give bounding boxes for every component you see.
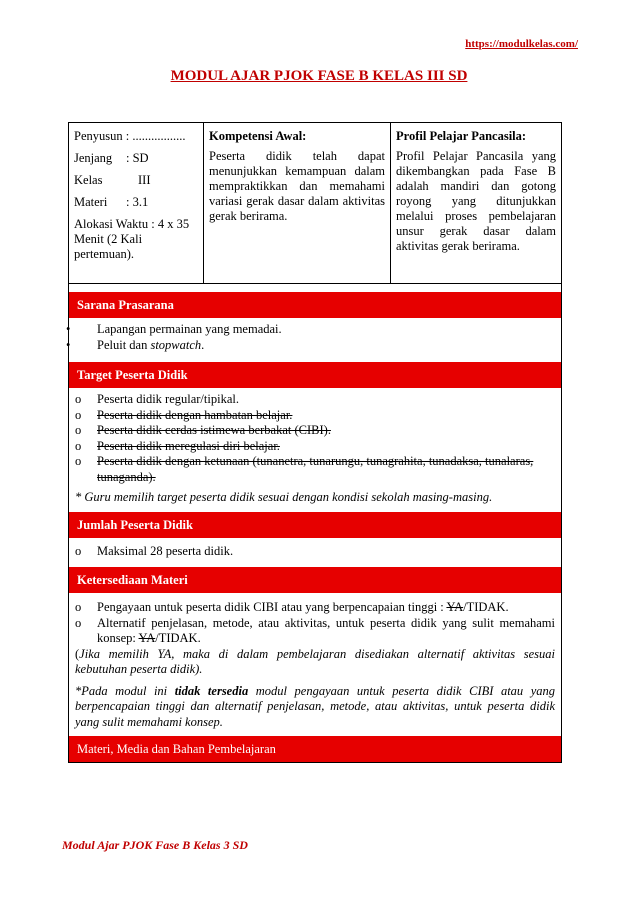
circle-bullet-icon: o — [75, 454, 82, 468]
circle-bullet-icon: o — [75, 438, 82, 453]
list-item: o Alternatif penjelasan, metode, atau aktivitas, untuk peserta didik yang sulit memahami konsep: YA/TIDAK. — [75, 615, 555, 645]
list-item: o Peserta didik meregulasi diri belajar. — [75, 438, 280, 453]
jumlah-list — [69, 538, 561, 568]
list-item: o Maksimal 28 peserta didik. — [75, 543, 234, 558]
penyusun: Penyusun : ................. — [74, 129, 186, 143]
identity-row — [69, 123, 561, 284]
kompetensi-title: Kompetensi Awal: — [209, 129, 307, 143]
circle-bullet-icon: o — [75, 615, 82, 630]
circle-bullet-icon: o — [75, 423, 82, 437]
target-header: Target Peserta Didik — [69, 362, 561, 388]
list-item: o Peserta didik dengan hambatan belajar. — [75, 407, 293, 422]
page-footer: Modul Ajar PJOK Fase B Kelas 3 SD — [62, 838, 248, 852]
kompetensi-cell — [204, 123, 391, 283]
kelas-row: Kelas III — [74, 173, 151, 187]
document-title: MODUL AJAR PJOK FASE B KELAS III SD — [170, 68, 468, 84]
list-item: o Pengayaan untuk peserta didik CIBI atau yang berpencapaian tinggi : YA/TIDAK. — [75, 600, 509, 614]
source-url[interactable]: https://modulkelas.com/ — [465, 38, 578, 50]
ketersediaan-note: (Jika memilih YA, maka di dalam pembelajaran disediakan alternatif aktivitas sesuai kebutuhan peserta didik). — [75, 646, 555, 676]
jenjang-row: Jenjang : SD — [74, 151, 149, 165]
kompetensi-text: Peserta didik telah dapat menunjukkan kemampuan dalam mempraktikkan dan memahami variasi gerak dasar dalam aktivitas gerak berirama. — [209, 149, 385, 223]
circle-bullet-icon: o — [75, 407, 82, 422]
materi-media-header: Materi, Media dan Bahan Pembelajaran — [69, 736, 561, 762]
profil-cell — [391, 123, 561, 283]
circle-bullet-icon: o — [75, 600, 82, 614]
profil-title: Profil Pelajar Pancasila: — [396, 129, 527, 143]
list-item: o Peserta didik dengan ketunaan (tunanetra, tunarungu, tunagrahita, tunadaksa, tunalaras, tunaganda). — [75, 454, 534, 484]
list-item: • Lapangan permainan yang memadai. — [66, 322, 282, 336]
materi-row: Materi : 3.1 — [74, 195, 149, 209]
list-item: o Peserta didik cerdas istimewa berbakat (CIBI). — [75, 423, 331, 437]
ketersediaan-list — [69, 593, 561, 736]
sarana-header: Sarana Prasarana — [69, 292, 561, 318]
alokasi-waktu: Alokasi Waktu : 4 x 35 Menit (2 Kali pertemuan). — [74, 217, 190, 261]
list-item: o Peserta didik regular/tipikal. — [75, 392, 239, 406]
bullet-icon: • — [66, 337, 71, 352]
profil-text: Profil Pelajar Pancasila yang dikembangkan pada Fase B adalah mandiri dan gotong royong yang ditunjukkan melalui proses pembelajaran unsur gerak dasar dalam aktivitas gerak berirama. — [396, 149, 556, 253]
ketersediaan-disclaimer: *Pada modul ini tidak tersedia modul pengayaan untuk peserta didik CIBI atau yang berpencapaian tinggi dan alternatif penjelasan, metode, atau aktivitas, untuk peserta didik yang sulit memahami konsep. — [75, 683, 555, 729]
circle-bullet-icon: o — [75, 392, 82, 406]
target-list — [69, 388, 561, 512]
ketersediaan-header: Ketersediaan Materi — [69, 567, 561, 593]
sarana-list — [66, 318, 561, 359]
jumlah-header: Jumlah Peserta Didik — [69, 512, 561, 538]
identity-cell — [69, 123, 204, 283]
target-note: * Guru memilih target peserta didik sesuai dengan kondisi sekolah masing-masing. — [75, 490, 493, 504]
list-item: • Peluit dan stopwatch. — [66, 337, 205, 352]
module-table — [68, 122, 562, 763]
circle-bullet-icon: o — [75, 543, 82, 558]
bullet-icon: • — [66, 322, 71, 336]
